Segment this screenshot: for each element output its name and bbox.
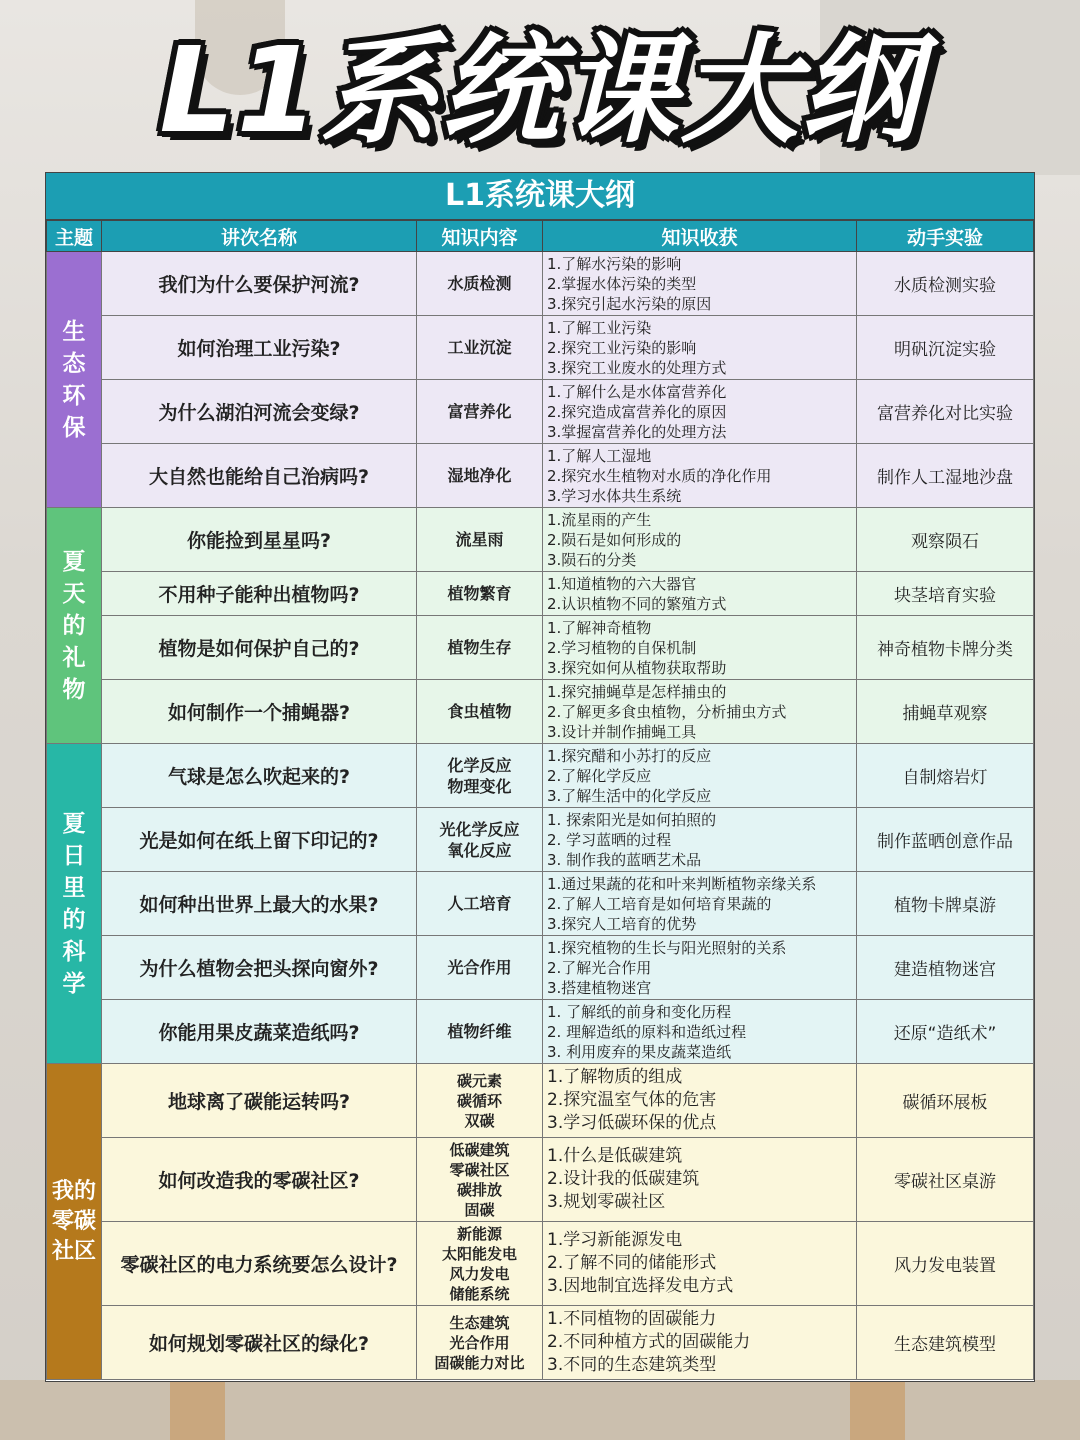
gains-cell [543,252,857,316]
knowledge-item: 固碳 [464,1200,495,1219]
knowledge-item: 双碳 [464,1111,495,1130]
knowledge-cell [417,616,543,680]
knowledge-item: 化学反应 [447,755,512,775]
gains-cell [543,380,857,444]
lesson-name: 如何制作一个捕蝇器? [102,680,417,744]
table-row [47,252,1034,316]
lesson-name: 气球是怎么吹起来的? [102,744,417,808]
syllabus-sheet [45,172,1035,1382]
experiment-cell: 风力发电装置 [857,1222,1034,1306]
gain-item: 2.探究水生植物对水质的净化作用 [547,466,772,485]
knowledge-item: 零碳社区 [449,1160,510,1179]
gain-item: 3.学习水体共生系统 [547,486,682,505]
gain-item: 2.设计我的低碳建筑 [547,1169,700,1189]
gain-item: 1.探究捕蝇草是怎样捕虫的 [547,682,727,701]
lesson-name: 我们为什么要保护河流? [102,252,417,316]
gains-cell [543,1000,857,1064]
lesson-name: 零碳社区的电力系统要怎么设计? [102,1222,417,1306]
knowledge-item: 食虫植物 [447,702,512,721]
gain-item: 2.了解化学反应 [547,766,652,785]
table-row [47,680,1034,744]
table-row [47,1000,1034,1064]
lesson-name: 为什么湖泊河流会变绿? [102,380,417,444]
table-row [47,1138,1034,1222]
knowledge-item: 光化学反应 [439,819,520,839]
lesson-name: 植物是如何保护自己的? [102,616,417,680]
experiment-cell: 还原“造纸术” [857,1000,1034,1064]
gain-item: 3.掌握富营养化的处理方法 [547,422,727,441]
gains-cell [543,1138,857,1222]
topic-label: 夏日里的科学 [62,810,86,997]
gain-item: 2.了解人工培育是如何培育果蔬的 [547,894,772,913]
gain-item: 3.探究如何从植物获取帮助 [547,658,727,677]
knowledge-item: 工业沉淀 [447,338,512,357]
gain-item: 1.了解什么是水体富营养化 [547,382,727,401]
knowledge-item: 太阳能发电 [441,1244,517,1263]
knowledge-cell [417,680,543,744]
gain-item: 2.了解不同的储能形式 [547,1253,717,1273]
gains-cell [543,508,857,572]
experiment-cell: 零碳社区桌游 [857,1138,1034,1222]
syllabus-table [46,220,1034,1380]
knowledge-item: 低碳建筑 [449,1140,510,1159]
knowledge-item: 物理变化 [447,776,512,796]
gain-item: 1.了解神奇植物 [547,618,652,637]
gain-item: 1.探究植物的生长与阳光照射的关系 [547,938,787,957]
table-row [47,744,1034,808]
gain-item: 3.规划零碳社区 [547,1192,666,1212]
gains-cell [543,872,857,936]
gains-cell [543,616,857,680]
table-row [47,508,1034,572]
table-row [47,1222,1034,1306]
gain-item: 1.流星雨的产生 [547,510,652,529]
gain-item: 1.不同植物的固碳能力 [547,1309,717,1329]
gains-cell [543,744,857,808]
gain-item: 2.学习植物的自保机制 [547,638,697,657]
knowledge-cell [417,252,543,316]
topic-label: 我的零碳社区 [51,1178,96,1264]
lesson-name: 如何改造我的零碳社区? [102,1138,417,1222]
table-row [47,1064,1034,1138]
gains-cell [543,936,857,1000]
experiment-cell: 水质检测实验 [857,252,1034,316]
gain-item: 1.什么是低碳建筑 [547,1146,683,1166]
experiment-cell: 观察陨石 [857,508,1034,572]
header-lesson: 讲次名称 [102,221,417,252]
table-row [47,380,1034,444]
background-table-leg [170,1380,225,1440]
gain-item: 3.因地制宜选择发电方式 [547,1276,734,1296]
table-title: L1系统课大纲 [46,173,1034,220]
experiment-cell: 生态建筑模型 [857,1306,1034,1380]
knowledge-cell [417,444,543,508]
knowledge-item: 碳循环 [456,1091,502,1110]
table-body [47,252,1034,1380]
header-topic: 主题 [47,221,102,252]
header-experiment: 动手实验 [857,221,1034,252]
table-row [47,444,1034,508]
knowledge-cell [417,872,543,936]
table-row [47,572,1034,616]
gain-item: 1.了解人工湿地 [547,446,652,465]
gains-cell [543,316,857,380]
gain-item: 1.探究醋和小苏打的反应 [547,746,712,765]
gains-cell [543,680,857,744]
knowledge-item: 光合作用 [449,1333,510,1352]
knowledge-cell [417,380,543,444]
gain-item: 3.不同的生态建筑类型 [547,1355,717,1375]
gain-item: 2.了解光合作用 [547,958,652,977]
gain-item: 2.探究温室气体的危害 [547,1090,717,1110]
lesson-name: 光是如何在纸上留下印记的? [102,808,417,872]
knowledge-cell [417,744,543,808]
topic-label: 夏天的礼物 [62,548,86,703]
knowledge-item: 植物生存 [447,638,512,657]
lesson-name: 你能用果皮蔬菜造纸吗? [102,1000,417,1064]
knowledge-item: 新能源 [456,1224,502,1243]
experiment-cell: 神奇植物卡牌分类 [857,616,1034,680]
knowledge-cell [417,572,543,616]
knowledge-item: 氧化反应 [447,840,512,860]
header-knowledge: 知识内容 [417,221,543,252]
gain-item: 1.知道植物的六大器官 [547,574,697,593]
gain-item: 2.探究工业污染的影响 [547,338,697,357]
experiment-cell: 明矾沉淀实验 [857,316,1034,380]
gain-item: 3. 制作我的蓝晒艺术品 [547,850,702,869]
gain-item: 2. 理解造纸的原料和造纸过程 [547,1022,747,1041]
lesson-name: 不用种子能种出植物吗? [102,572,417,616]
gains-cell [543,1222,857,1306]
gain-item: 1. 了解纸的前身和变化历程 [547,1002,732,1021]
knowledge-item: 储能系统 [449,1284,510,1303]
table-row [47,1306,1034,1380]
experiment-cell: 块茎培育实验 [857,572,1034,616]
knowledge-item: 碳排放 [456,1180,502,1199]
gain-item: 3.探究引起水污染的原因 [547,294,712,313]
gain-item: 3.搭建植物迷宫 [547,978,652,997]
knowledge-item: 人工培育 [447,894,512,913]
knowledge-cell [417,1222,543,1306]
gain-item: 1. 探索阳光是如何拍照的 [547,810,717,829]
gain-item: 1.了解物质的组成 [547,1067,683,1087]
knowledge-cell [417,1000,543,1064]
knowledge-cell [417,1064,543,1138]
gain-item: 3.探究人工培育的优势 [547,914,697,933]
experiment-cell: 建造植物迷宫 [857,936,1034,1000]
header-row [47,221,1034,252]
lesson-name: 如何治理工业污染? [102,316,417,380]
knowledge-cell [417,1306,543,1380]
knowledge-item: 富营养化 [447,402,512,421]
gain-item: 2.探究造成富营养化的原因 [547,402,727,421]
table-row [47,316,1034,380]
gains-cell [543,444,857,508]
knowledge-item: 碳元素 [456,1071,502,1090]
experiment-cell: 制作人工湿地沙盘 [857,444,1034,508]
gain-item: 1.了解工业污染 [547,318,652,337]
experiment-cell: 植物卡牌桌游 [857,872,1034,936]
knowledge-cell [417,508,543,572]
page-title: L1系统课大纲 [159,21,921,159]
knowledge-cell [417,316,543,380]
gain-item: 1.学习新能源发电 [547,1230,683,1250]
gain-item: 2.了解更多食虫植物，分析捕虫方式 [547,702,787,721]
knowledge-item: 流星雨 [455,530,504,549]
gain-item: 3.陨石的分类 [547,550,637,569]
gains-cell [543,1306,857,1380]
knowledge-item: 光合作用 [447,958,512,977]
gain-item: 2. 学习蓝晒的过程 [547,830,672,849]
gain-item: 1.通过果蔬的花和叶来判断植物亲缘关系 [547,874,817,893]
experiment-cell: 碳循环展板 [857,1064,1034,1138]
experiment-cell: 富营养化对比实验 [857,380,1034,444]
gains-cell [543,808,857,872]
lesson-name: 大自然也能给自己治病吗? [102,444,417,508]
gain-item: 3.了解生活中的化学反应 [547,786,712,805]
gain-item: 3.设计并制作捕蝇工具 [547,722,697,741]
gain-item: 2.认识植物不同的繁殖方式 [547,594,727,613]
background-floor [0,1380,1080,1440]
knowledge-item: 水质检测 [447,274,512,293]
knowledge-item: 风力发电 [449,1264,510,1283]
experiment-cell: 自制熔岩灯 [857,744,1034,808]
knowledge-item: 植物纤维 [447,1022,512,1041]
knowledge-item: 固碳能力对比 [434,1353,525,1372]
topic-cell [47,1064,102,1380]
table-row [47,936,1034,1000]
topic-cell [47,744,102,1064]
gain-item: 3.学习低碳环保的优点 [547,1113,717,1133]
knowledge-item: 湿地净化 [447,466,512,485]
gain-item: 2.不同种植方式的固碳能力 [547,1332,751,1352]
lesson-name: 如何规划零碳社区的绿化? [102,1306,417,1380]
topic-cell [47,508,102,744]
topic-label: 生态环保 [62,318,86,441]
background-table-leg [850,1380,905,1440]
lesson-name: 地球离了碳能运转吗? [102,1064,417,1138]
lesson-name: 为什么植物会把头探向窗外? [102,936,417,1000]
gain-item: 1.了解水污染的影响 [547,254,682,273]
table-row [47,872,1034,936]
topic-cell [47,252,102,508]
gains-cell [543,572,857,616]
knowledge-item: 植物繁育 [447,584,512,603]
header-gains: 知识收获 [543,221,857,252]
lesson-name: 如何种出世界上最大的水果? [102,872,417,936]
experiment-cell: 制作蓝晒创意作品 [857,808,1034,872]
gains-cell [543,1064,857,1138]
table-row [47,616,1034,680]
knowledge-cell [417,936,543,1000]
gain-item: 2.掌握水体污染的类型 [547,274,697,293]
gain-item: 2.陨石是如何形成的 [547,530,682,549]
knowledge-item: 生态建筑 [449,1313,510,1332]
gain-item: 3. 利用废弃的果皮蔬菜造纸 [547,1042,732,1061]
gain-item: 3.探究工业废水的处理方式 [547,358,727,377]
knowledge-cell [417,808,543,872]
experiment-cell: 捕蝇草观察 [857,680,1034,744]
knowledge-cell [417,1138,543,1222]
table-row [47,808,1034,872]
lesson-name: 你能捡到星星吗? [102,508,417,572]
